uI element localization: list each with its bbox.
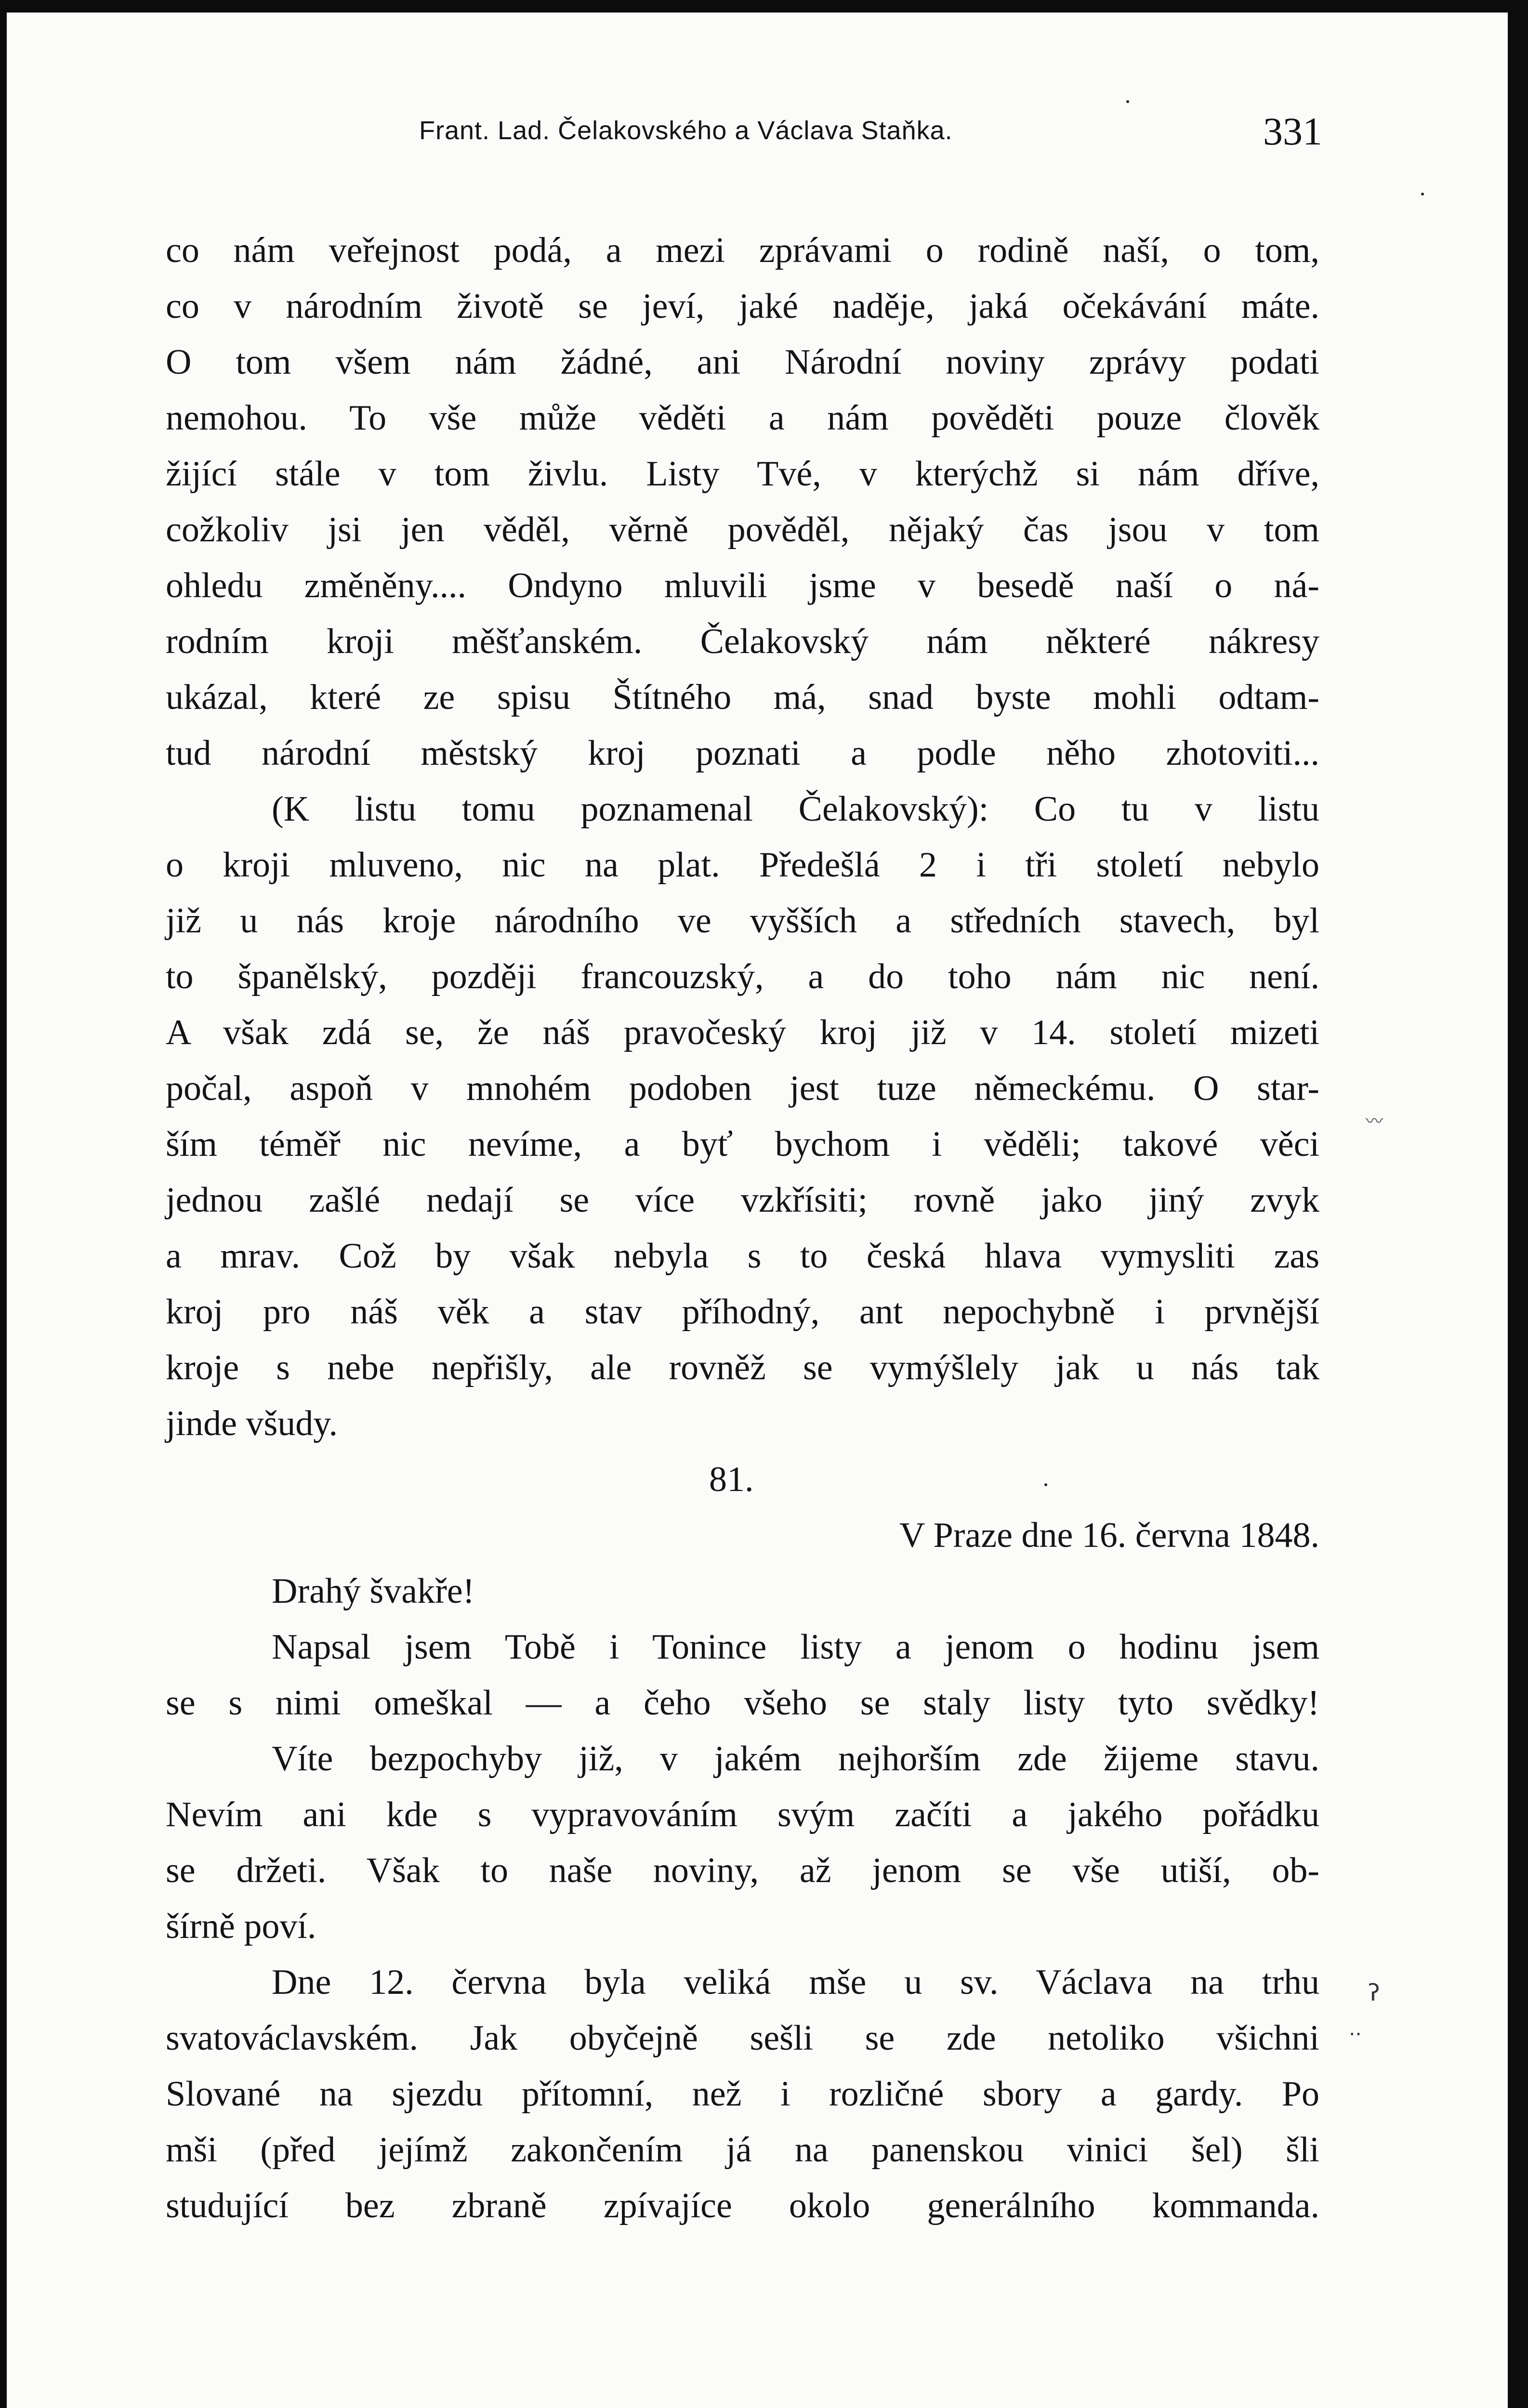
running-head: Frant. Lad. Čelakovského a Václava Staňka. xyxy=(419,116,953,145)
text-line: A však zdá se, že náš pravočeský kroj již v 14. století mizeti xyxy=(166,1013,1319,1052)
text-line: žijící stále v tom živlu. Listy Tvé, v kterýchž si nám dříve, xyxy=(166,454,1319,494)
text-line: Slované na sjezdu přítomní, než i rozličné sbory a gardy. Po xyxy=(166,2074,1319,2114)
text-line: (K listu tomu poznamenal Čelakovský): Co tu v listu xyxy=(272,789,1319,829)
text-line: cožkoliv jsi jen věděl, věrně pověděl, nějaký čas jsou v tom xyxy=(166,510,1319,550)
page-number: 331 xyxy=(1263,109,1322,153)
text-line: jednou zašlé nedají se více vzkřísiti; rovně jako jiný zvyk xyxy=(166,1180,1319,1220)
text-line: Víte bezpochyby již, v jakém nejhorším zde žijeme stavu. xyxy=(272,1739,1319,1779)
text-line: se držeti. Však to naše noviny, až jenom se vše utiší, ob- xyxy=(166,1851,1319,1890)
text-line: kroje s nebe nepřišly, ale rovněž se vymýšlely jak u nás tak xyxy=(166,1348,1319,1387)
text-line: kroj pro náš věk a stav příhodný, ant nepochybně i prvnější xyxy=(166,1292,1319,1332)
text-line: ohledu změněny.... Ondyno mluvili jsme v besedě naší o ná- xyxy=(166,566,1319,605)
scan-speck xyxy=(1421,193,1424,196)
margin-hook-icon: ʔ xyxy=(1368,1979,1380,2006)
text-line: o kroji mluveno, nic na plat. Předešlá 2 i tři století nebylo xyxy=(166,845,1319,885)
text-line: se s nimi omeškal — a čeho všeho se staly listy tyto svědky! xyxy=(166,1683,1319,1723)
letter-dateline: V Praze dne 16. června 1848. xyxy=(899,1516,1319,1555)
text-line: jinde všudy. xyxy=(166,1404,338,1443)
text-line: mši (před jejímž zakončením já na panenskou vinici šel) šli xyxy=(166,2130,1319,2170)
text-line: počal, aspoň v mnohém podoben jest tuze německému. O star- xyxy=(166,1069,1319,1108)
text-line: šírně poví. xyxy=(166,1907,316,1946)
text-line: svatováclavském. Jak obyčejně sešli se zde netoliko všichni xyxy=(166,2018,1319,2058)
text-line: co v národním životě se jeví, jaké naděje, jaká očekávání máte. xyxy=(166,287,1319,326)
text-line: rodním kroji měšťanském. Čelakovský nám některé nákresy xyxy=(166,622,1319,661)
scan-border-top xyxy=(0,0,1508,13)
text-line: studující bez zbraně zpívajíce okolo generálního kommanda. xyxy=(166,2186,1319,2225)
text-line: a mrav. Což by však nebyla s to česká hlava vymysliti zas xyxy=(166,1236,1319,1276)
text-line: Dne 12. června byla veliká mše u sv. Václava na trhu xyxy=(272,1963,1319,2002)
letter-salutation: Drahý švakře! xyxy=(272,1571,475,1611)
text-line: již u nás kroje národního ve vyšších a středních stavech, byl xyxy=(166,901,1319,941)
text-line: co nám veřejnost podá, a mezi zprávami o rodině naší, o tom, xyxy=(166,231,1319,270)
text-line: to španělský, později francouzský, a do toho nám nic není. xyxy=(166,957,1319,996)
body-text xyxy=(166,222,1319,2234)
margin-squiggle-icon: 〰 xyxy=(1366,1112,1383,1131)
scan-speck xyxy=(1044,1483,1047,1486)
text-line: Napsal jsem Tobě i Tonince listy a jenom o hodinu jsem xyxy=(272,1627,1319,1667)
scan-speck xyxy=(1126,100,1129,103)
margin-dash-icon: ‥ xyxy=(1349,2018,1362,2040)
text-line: nemohou. To vše může věděti a nám pověděti pouze člověk xyxy=(166,398,1319,438)
text-line: ukázal, které ze spisu Štítného má, snad byste mohli odtam- xyxy=(166,678,1319,717)
letter-number: 81. xyxy=(709,1460,754,1499)
text-line: O tom všem nám žádné, ani Národní noviny zprávy podati xyxy=(166,342,1319,382)
text-line: Nevím ani kde s vypravováním svým začíti a jakého pořádku xyxy=(166,1795,1319,1834)
scan-border-left xyxy=(0,0,7,2408)
scan-border-right xyxy=(1508,0,1528,2408)
text-line: ším téměř nic nevíme, a byť bychom i věděli; takové věci xyxy=(166,1125,1319,1164)
text-line: tud národní městský kroj poznati a podle něho zhotoviti... xyxy=(166,733,1319,773)
